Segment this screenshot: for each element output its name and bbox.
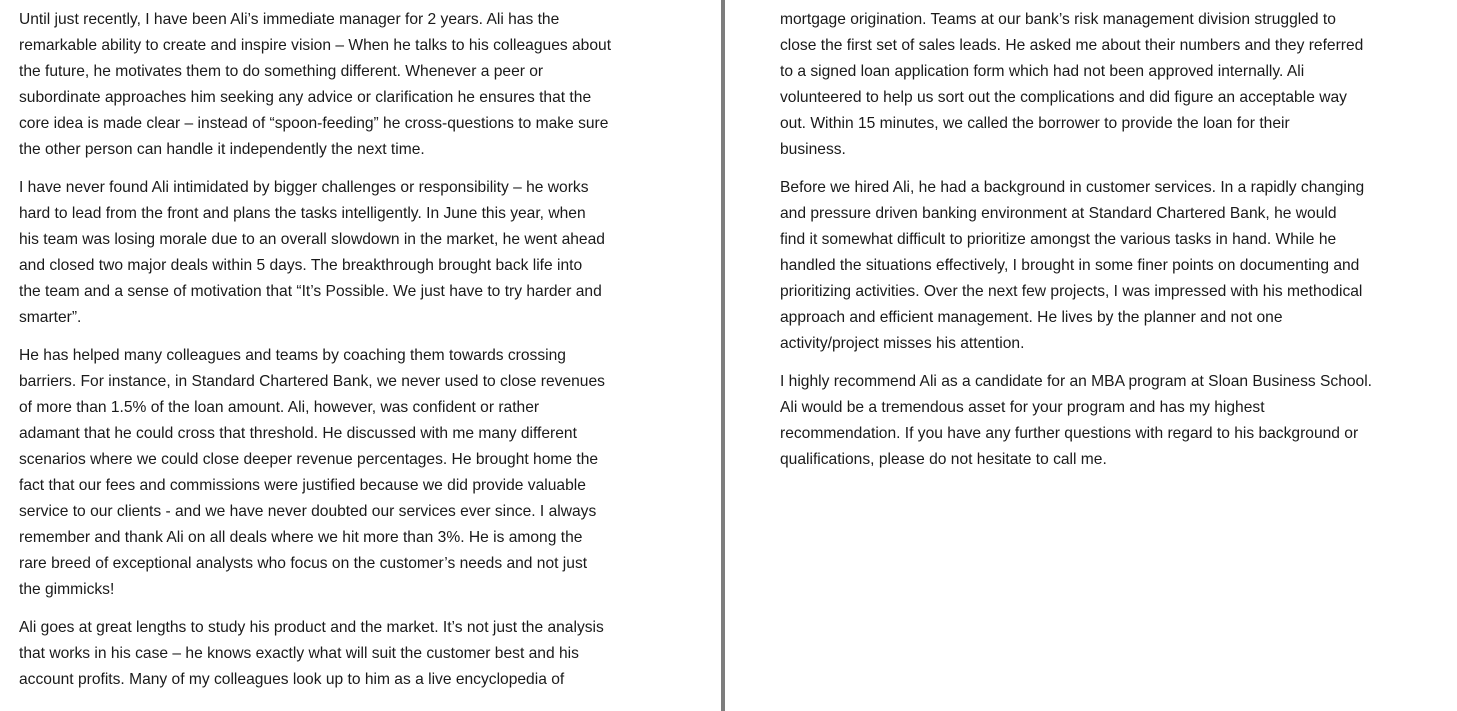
text-line: mortgage origination. Teams at our bank’s risk management division struggled to <box>780 11 1336 28</box>
text-line: the other person can handle it independently the next time. <box>19 141 425 158</box>
paragraph-mortgage-origination <box>780 7 1445 163</box>
text-line: remember and thank Ali on all deals where we hit more than 3%. He is among the <box>19 529 583 546</box>
text-line: his team was losing morale due to an overall slowdown in the market, he went ahead <box>19 231 605 248</box>
text-line: account profits. Many of my colleagues look up to him as a live encyclopedia of <box>19 671 565 688</box>
text-line: the gimmicks! <box>19 581 115 598</box>
text-line: out. Within 15 minutes, we called the borrower to provide the loan for their <box>780 115 1290 132</box>
text-line: core idea is made clear – instead of “spoon-feeding” he cross-questions to make sure <box>19 115 609 132</box>
text-line: of more than 1.5% of the loan amount. Ali, however, was confident or rather <box>19 399 540 416</box>
text-line: prioritizing activities. Over the next few projects, I was impressed with his methodical <box>780 283 1363 300</box>
text-line: Ali goes at great lengths to study his product and the market. It’s not just the analysis <box>19 619 604 636</box>
text-line: rare breed of exceptional analysts who focus on the customer’s needs and not just <box>19 555 588 572</box>
text-line: that works in his case – he knows exactly what will suit the customer best and his <box>19 645 579 662</box>
paragraph-coaching <box>19 343 684 603</box>
text-line: I have never found Ali intimidated by bigger challenges or responsibility – he works <box>19 179 589 196</box>
text-line: fact that our fees and commissions were justified because we did provide valuable <box>19 477 586 494</box>
text-line: remarkable ability to create and inspire vision – When he talks to his colleagues about <box>19 37 612 54</box>
text-line: business. <box>780 141 846 158</box>
text-line: subordinate approaches him seeking any advice or clarification he ensures that the <box>19 89 592 106</box>
text-line: handled the situations effectively, I brought in some finer points on documenting and <box>780 257 1360 274</box>
page-divider <box>721 0 725 711</box>
text-line: and closed two major deals within 5 days. The breakthrough brought back life into <box>19 257 583 274</box>
text-line: close the first set of sales leads. He asked me about their numbers and they referred <box>780 37 1364 54</box>
text-line: and pressure driven banking environment at Standard Chartered Bank, he would <box>780 205 1337 222</box>
text-line: recommendation. If you have any further questions with regard to his background or <box>780 425 1359 442</box>
text-line: hard to lead from the front and plans the tasks intelligently. In June this year, when <box>19 205 586 222</box>
text-line: Before we hired Ali, he had a background in customer services. In a rapidly changing <box>780 179 1365 196</box>
text-line: the team and a sense of motivation that “It’s Possible. We just have to try harder and <box>19 283 602 300</box>
paragraph-background <box>780 175 1445 357</box>
text-line: to a signed loan application form which had not been approved internally. Ali <box>780 63 1305 80</box>
left-page <box>19 7 684 711</box>
text-line: scenarios where we could close deeper revenue percentages. He brought home the <box>19 451 599 468</box>
paragraph-recommendation <box>780 369 1445 473</box>
text-line: find it somewhat difficult to prioritize amongst the various tasks in hand. While he <box>780 231 1337 248</box>
text-line: I highly recommend Ali as a candidate for an MBA program at Sloan Business School. <box>780 373 1373 390</box>
text-line: volunteered to help us sort out the complications and did figure an acceptable way <box>780 89 1347 106</box>
paragraph-product-knowledge <box>19 615 684 693</box>
text-line: the future, he motivates them to do something different. Whenever a peer or <box>19 63 544 80</box>
text-line: smarter”. <box>19 309 82 326</box>
paragraph-manager-intro <box>19 7 684 163</box>
text-line: adamant that he could cross that threshold. He discussed with me many different <box>19 425 577 442</box>
right-page <box>780 7 1445 711</box>
text-line: approach and efficient management. He lives by the planner and not one <box>780 309 1283 326</box>
text-line: qualifications, please do not hesitate to call me. <box>780 451 1107 468</box>
text-line: He has helped many colleagues and teams by coaching them towards crossing <box>19 347 566 364</box>
text-line: barriers. For instance, in Standard Chartered Bank, we never used to close revenues <box>19 373 605 390</box>
text-line: activity/project misses his attention. <box>780 335 1025 352</box>
text-line: service to our clients - and we have never doubted our services ever since. I always <box>19 503 597 520</box>
text-line: Until just recently, I have been Ali’s immediate manager for 2 years. Ali has the <box>19 11 560 28</box>
paragraph-challenges <box>19 175 684 331</box>
text-line: Ali would be a tremendous asset for your program and has my highest <box>780 399 1265 416</box>
